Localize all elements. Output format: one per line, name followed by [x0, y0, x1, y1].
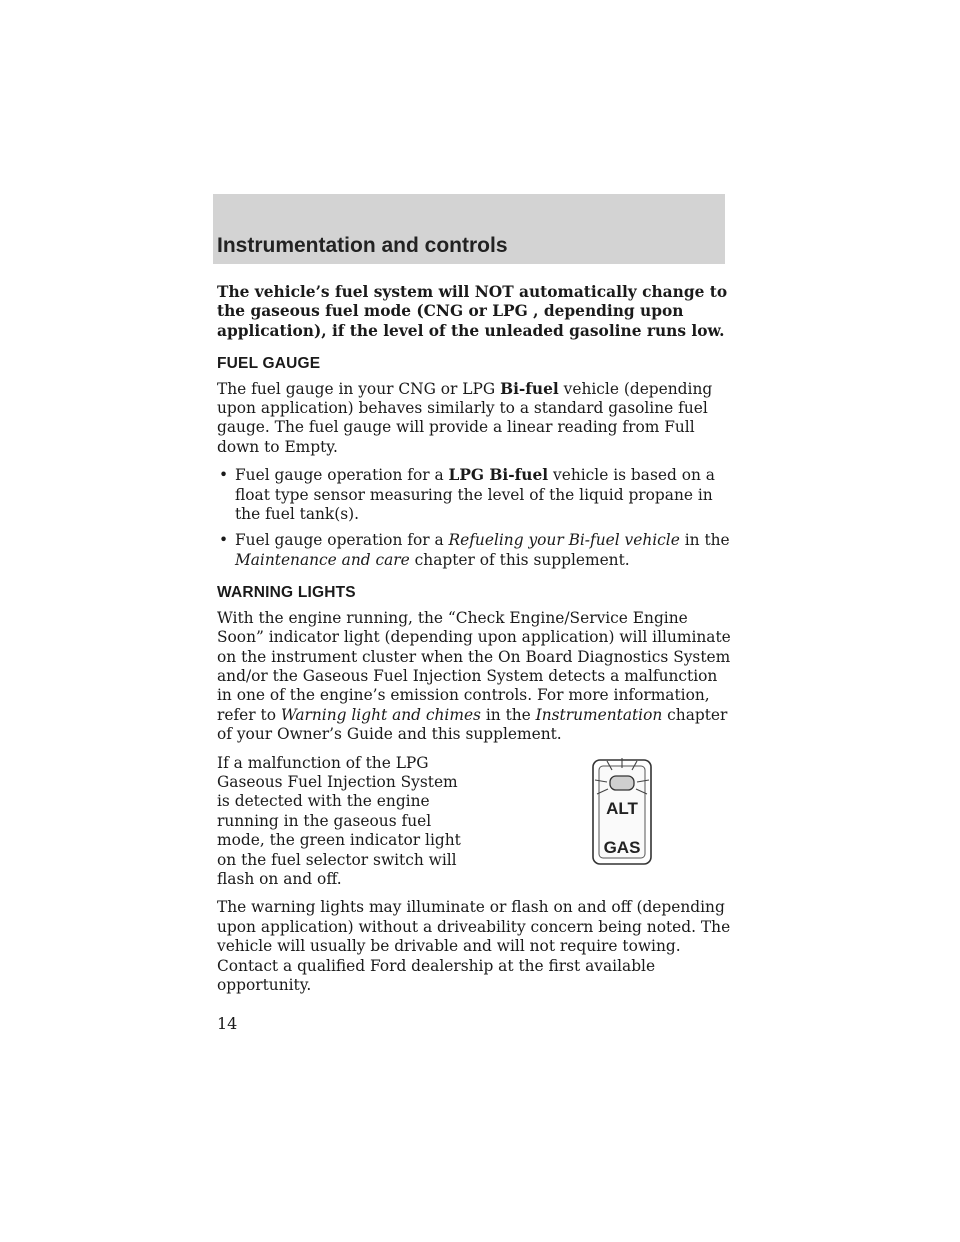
fuel-gauge-bullets	[217, 466, 737, 570]
malfunction-paragraph: If a malfunction of the LPG Gaseous Fuel Injection System is detected with the engine running in the gaseous fuel mode, the green indicator light on the fuel selector switch will flash on and off.	[217, 753, 461, 888]
fuel-gauge-heading: FUEL GAUGE	[217, 355, 321, 373]
warning-lights-paragraph: With the engine running, the “Check Engine/Service Engine Soon” indicator light (depending upon application) will illuminate on the instrument cluster when the On Board Diagnostics System and/or the Gaseous Fuel Injection System detects a malfunction in one of the engine’s emission controls. For more information, refer to Warning light and chimes in the Instrumentation chapter of your Owner’s Guide and this supplement.	[217, 608, 731, 744]
alt-label: ALT	[606, 798, 638, 818]
bullet-lpg: • Fuel gauge operation for a LPG Bi-fuel vehicle is based on a float type sensor measuring the level of the liquid propane in the fuel tank(s).	[217, 466, 737, 524]
gas-label: GAS	[603, 837, 641, 857]
page-number: 14	[217, 1014, 238, 1033]
indicator-light-icon	[610, 776, 634, 790]
page-content	[217, 283, 737, 1004]
section-title: Instrumentation and controls	[217, 234, 508, 257]
bullet-cng: • Fuel gauge operation for a Refueling your Bi-fuel vehicle in the Maintenance and care chapter of this supplement.	[217, 531, 737, 570]
intro-paragraph: The vehicle’s fuel system will NOT automatically change to the gaseous fuel mode (CNG or LPG , depending upon application), if the level of the unleaded gasoline runs low.	[217, 283, 728, 340]
warning-lights-note: The warning lights may illuminate or flash on and off (depending upon application) without a driveability concern being noted. The vehicle will usually be drivable and will not require towing. Contact a qualified Ford dealership at the first available opportunity.	[217, 898, 731, 994]
fuel-selector-switch-icon	[587, 756, 657, 868]
warning-lights-heading: WARNING LIGHTS	[217, 584, 356, 602]
selector-switch-row	[217, 754, 737, 890]
fuel-gauge-paragraph: The fuel gauge in your CNG or LPG Bi-fuel vehicle (depending upon application) behaves similarly to a standard gasoline fuel gauge. The fuel gauge will provide a linear reading from Full down to Empty.	[217, 379, 713, 456]
